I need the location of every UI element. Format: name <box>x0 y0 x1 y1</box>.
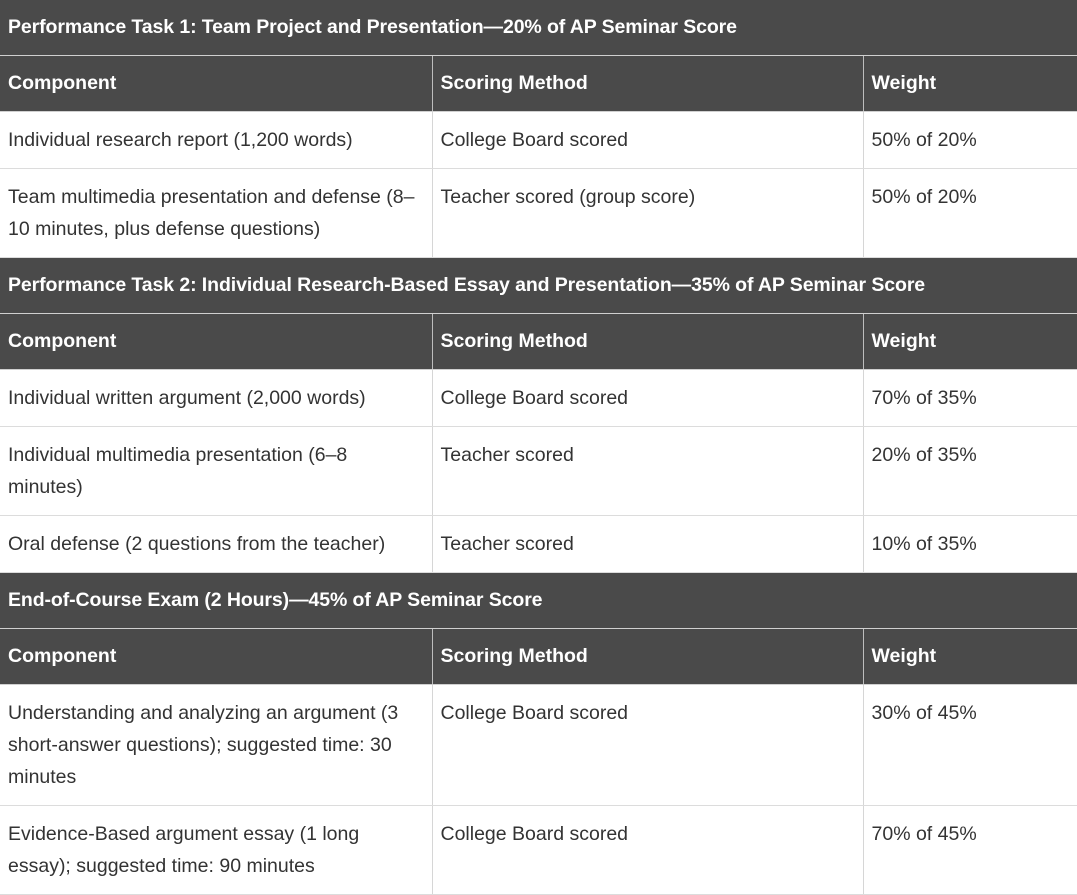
table-row <box>0 427 1077 516</box>
table-row <box>0 112 1077 169</box>
section-header-row <box>0 0 1077 56</box>
section-title: End-of-Course Exam (2 Hours)—45% of AP Seminar Score <box>0 573 1077 629</box>
table-row <box>0 685 1077 806</box>
section-title: Performance Task 1: Team Project and Presentation—20% of AP Seminar Score <box>0 0 1077 56</box>
section-title: Performance Task 2: Individual Research-Based Essay and Presentation—35% of AP Seminar Score <box>0 258 1077 314</box>
component-cell: Oral defense (2 questions from the teacher) <box>0 516 432 573</box>
scoring-method-cell: College Board scored <box>432 370 863 427</box>
column-header-row <box>0 314 1077 370</box>
column-header-component: Component <box>0 314 432 370</box>
weight-cell: 70% of 35% <box>863 370 1077 427</box>
column-header-component: Component <box>0 629 432 685</box>
column-header-weight: Weight <box>863 629 1077 685</box>
column-header-row <box>0 629 1077 685</box>
weight-cell: 70% of 45% <box>863 806 1077 895</box>
weight-cell: 50% of 20% <box>863 169 1077 258</box>
component-cell: Individual multimedia presentation (6–8 minutes) <box>0 427 432 516</box>
column-header-scoring-method: Scoring Method <box>432 314 863 370</box>
table-row <box>0 806 1077 895</box>
column-header-scoring-method: Scoring Method <box>432 629 863 685</box>
weight-cell: 30% of 45% <box>863 685 1077 806</box>
component-cell: Individual research report (1,200 words) <box>0 112 432 169</box>
scoring-method-cell: Teacher scored <box>432 427 863 516</box>
component-cell: Evidence-Based argument essay (1 long essay); suggested time: 90 minutes <box>0 806 432 895</box>
scoring-method-cell: College Board scored <box>432 806 863 895</box>
scoring-method-cell: College Board scored <box>432 685 863 806</box>
table-row <box>0 169 1077 258</box>
scoring-method-cell: Teacher scored <box>432 516 863 573</box>
column-header-scoring-method: Scoring Method <box>432 56 863 112</box>
weight-cell: 50% of 20% <box>863 112 1077 169</box>
column-header-weight: Weight <box>863 314 1077 370</box>
weight-cell: 20% of 35% <box>863 427 1077 516</box>
component-cell: Understanding and analyzing an argument (3 short-answer questions); suggested time: 30 minutes <box>0 685 432 806</box>
scoring-method-cell: Teacher scored (group score) <box>432 169 863 258</box>
component-cell: Individual written argument (2,000 words) <box>0 370 432 427</box>
weight-cell: 10% of 35% <box>863 516 1077 573</box>
section-header-row <box>0 258 1077 314</box>
column-header-weight: Weight <box>863 56 1077 112</box>
section-header-row <box>0 573 1077 629</box>
column-header-row <box>0 56 1077 112</box>
table-row <box>0 370 1077 427</box>
column-header-component: Component <box>0 56 432 112</box>
scoring-method-cell: College Board scored <box>432 112 863 169</box>
table-row <box>0 516 1077 573</box>
component-cell: Team multimedia presentation and defense (8–10 minutes, plus defense questions) <box>0 169 432 258</box>
